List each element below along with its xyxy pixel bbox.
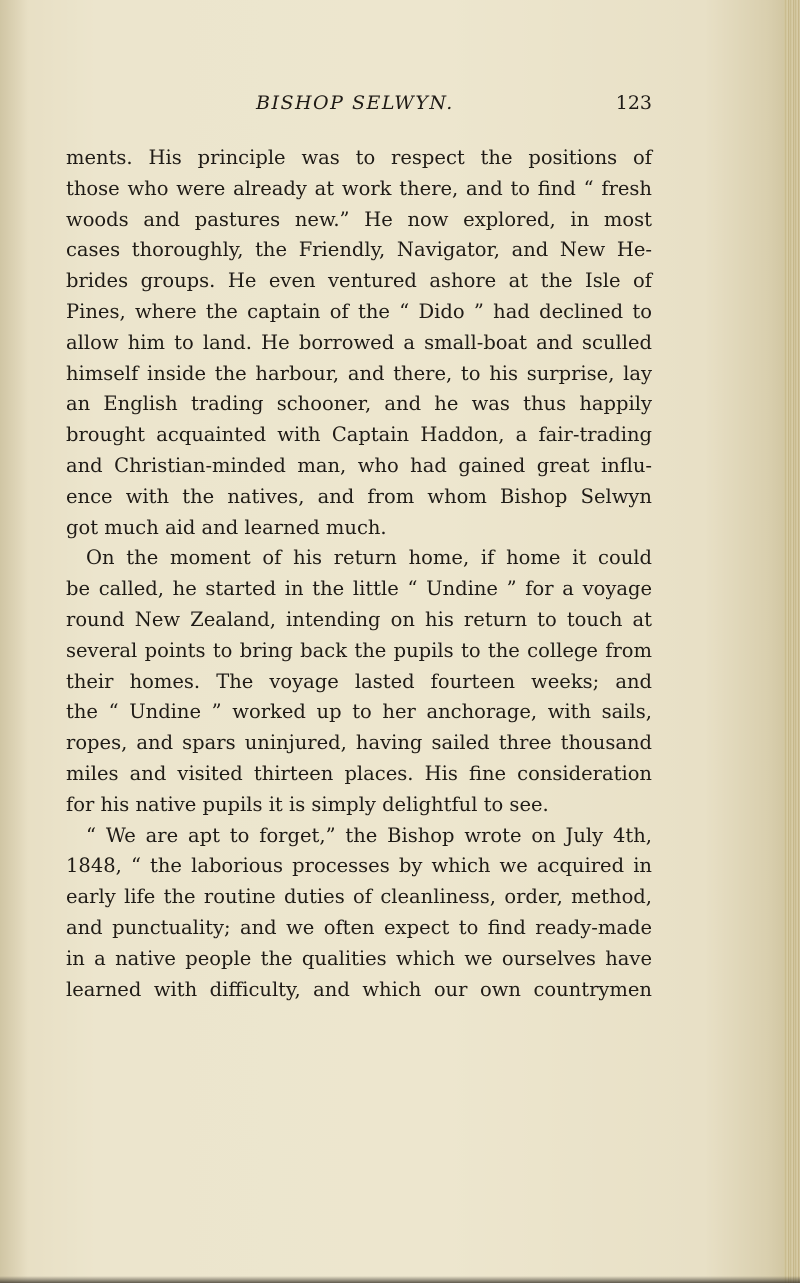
spine-shadow <box>0 0 28 1283</box>
page-header <box>66 92 652 122</box>
text-line: ropes, and spars uninjured, having sailed three thousand <box>66 731 652 755</box>
text-line: ments. His principle was to respect the positions of <box>66 146 652 169</box>
text-line: early life the routine duties of cleanliness, order, method, <box>66 885 652 909</box>
text-line: their homes. The voyage lasted fourteen weeks; and <box>66 669 652 693</box>
text-line: Pines, where the captain of the “ Dido ” had declined to <box>66 299 652 323</box>
text-line: several points to bring back the pupils to the college from <box>66 638 652 662</box>
text-line: 1848, “ the laborious processes by which we acquired in <box>66 854 652 878</box>
text-line: “ We are apt to forget,” the Bishop wrote on July 4th, <box>86 823 652 847</box>
text-line: ence with the natives, and from whom Bishop Selwyn <box>66 484 652 508</box>
text-line: for his native pupils it is simply delightful to see. <box>66 792 549 816</box>
text-line: learned with difficulty, and which our own countrymen <box>66 977 652 1001</box>
page-edge-right <box>784 0 800 1283</box>
text-line: brides groups. He even ventured ashore at the Isle of <box>66 269 652 293</box>
text-line: miles and visited thirteen places. His fine consideration <box>66 761 652 785</box>
text-line: and punctuality; and we often expect to find ready-made <box>66 915 652 939</box>
running-head: BISHOP SELWYN. <box>256 92 454 114</box>
text-line: round New Zealand, intending on his return to touch at <box>66 607 652 631</box>
page-edge-bottom <box>0 1276 800 1283</box>
text-line: the “ Undine ” worked up to her anchorage, with sails, <box>66 700 652 724</box>
text-line: in a native people the qualities which we ourselves have <box>66 946 652 970</box>
text-line: himself inside the harbour, and there, to his surprise, lay <box>66 361 652 385</box>
text-line: brought acquainted with Captain Haddon, a fair-trading <box>66 423 652 447</box>
text-line: woods and pastures new.” He now explored, in most <box>66 207 652 231</box>
page-number: 123 <box>615 92 652 114</box>
text-line: On the moment of his return home, if home it could <box>86 546 652 570</box>
text-line: those who were already at work there, and to find “ fresh <box>66 176 652 200</box>
body-text <box>66 143 652 1005</box>
text-line: got much aid and learned much. <box>66 515 387 539</box>
text-line: be called, he started in the little “ Undine ” for a voyage <box>66 577 652 601</box>
text-line: an English trading schooner, and he was thus happily <box>66 392 652 416</box>
text-line: allow him to land. He borrowed a small-boat and sculled <box>66 330 652 354</box>
text-line: and Christian-minded man, who had gained great influ- <box>66 453 652 477</box>
text-line: cases thoroughly, the Friendly, Navigator, and New He- <box>66 238 652 262</box>
